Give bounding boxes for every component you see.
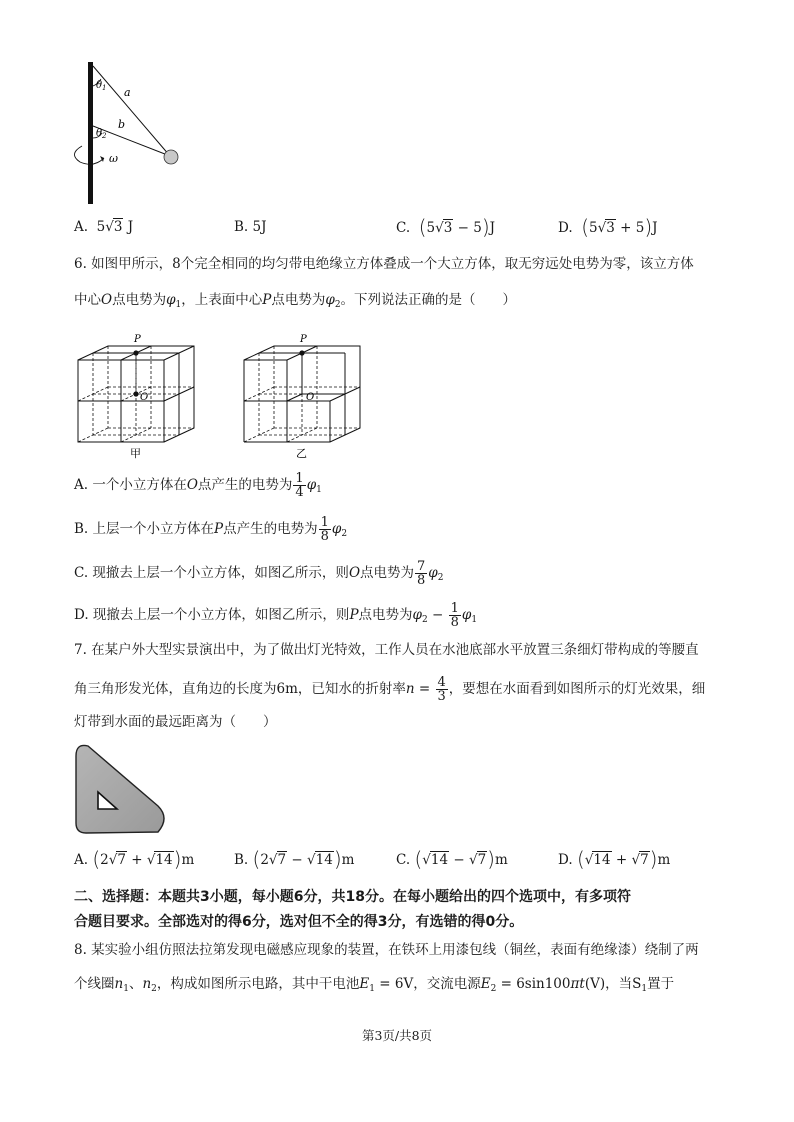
omega-label: ω (109, 152, 118, 165)
q7-option-d: D. (√14 + √7)m (558, 847, 671, 871)
q7-line2: 角三角形发光体，直角边的长度为6m，已知水的折射率n = $\frac{4}{3}$ ，要想在水面看到如图所示的灯光效果，细 (74, 675, 706, 704)
theta1-label: $\theta_1$ (96, 80, 107, 92)
q7-option-a: A. (2√7 + √14)m (74, 847, 195, 871)
q5-option-d: D. (5√3 + 5)J (558, 215, 658, 239)
fig-o-label: O (306, 392, 315, 403)
point-p (299, 350, 304, 355)
q8-line2: 个线圈$n_1$、$n_2$，构成如图所示电路，其中干电池$E_1 = 6V$，交流电源$E_2 = 6\sin 100\pi t(V)$，当$S_1$置于 (74, 976, 675, 994)
section-heading-line2: 合题目要求。全部选对的得6分，选对但不全的得3分，有选错的得0分。 (74, 914, 524, 930)
triangle-light-figure (72, 740, 172, 840)
cube-figure-yi (238, 332, 368, 460)
b-label: b (118, 118, 126, 131)
point-p (133, 350, 138, 355)
q6-option-a: A. 一个小立方体在O点产生的电势为 $\frac{1}{4}$ $\varphi_1$ (74, 471, 322, 500)
q7-option-c: C. (√14 − √7)m (396, 847, 508, 871)
q6-line1: 6. 如图甲所示，8个完全相同的均匀带电绝缘立方体叠成一个大立方体，取无穷远处电势为零，该立方体 (74, 256, 694, 272)
fig-p-label: P (134, 334, 141, 345)
fig-p-label: P (300, 334, 307, 345)
vertical-rod (88, 62, 93, 204)
q8-line1: 8. 某实验小组仿照法拉第发现电磁感应现象的装置，在铁环上用漆包线（铜丝，表面有绝缘漆）绕制了两 (74, 942, 699, 958)
section-heading-line1: 二、选择题：本题共3小题，每小题6分，共18分。在每小题给出的四个选项中，有多项符 (74, 889, 631, 905)
q7-line1: 7. 在某户外大型实景演出中，为了做出灯光特效，工作人员在水池底部水平放置三条细灯带构成的等腰直 (74, 642, 699, 658)
fig-jia-label: 甲 (130, 447, 141, 460)
q6-line2: 中心O点电势为$\varphi_1$，上表面中心P点电势为$\varphi_2$。下列说法正确的是（ ） (74, 292, 517, 310)
page-number: 第3页/共8页 (361, 1028, 433, 1043)
q7-line3: 灯带到水面的最远距离为（ ） (74, 714, 277, 730)
ball (164, 150, 178, 164)
q6-option-c: C. 现撤去上层一个小立方体，如图乙所示，则O点电势为 $\frac{7}{8}$ $\varphi_2$ (74, 559, 444, 588)
q7-option-b: B. (2√7 − √14)m (234, 847, 355, 871)
q5-option-a: A. 5√3 J (74, 219, 134, 235)
q5-option-b: B. 5J (234, 219, 267, 235)
pendulum-figure (60, 58, 190, 208)
string-b (93, 126, 170, 156)
q5-option-c: C. (5√3 − 5)J (396, 215, 496, 239)
a-label: a (124, 86, 131, 99)
point-o (133, 391, 138, 396)
string-a (93, 66, 170, 156)
q6-option-b: B. 上层一个小立方体在P点产生的电势为 $\frac{1}{8}$ $\varphi_2$ (74, 515, 348, 544)
q6-option-d: D. 现撤去上层一个小立方体，如图乙所示，则P点电势为$\varphi_2$ − $\frac{1}{8}$ $\varphi_1$ (74, 601, 478, 630)
light-region (76, 745, 164, 833)
theta2-label: $\theta_2$ (96, 128, 107, 140)
cube-figure-jia (72, 332, 202, 460)
fig-o-label: O (140, 392, 149, 403)
fig-yi-label: 乙 (296, 447, 307, 460)
